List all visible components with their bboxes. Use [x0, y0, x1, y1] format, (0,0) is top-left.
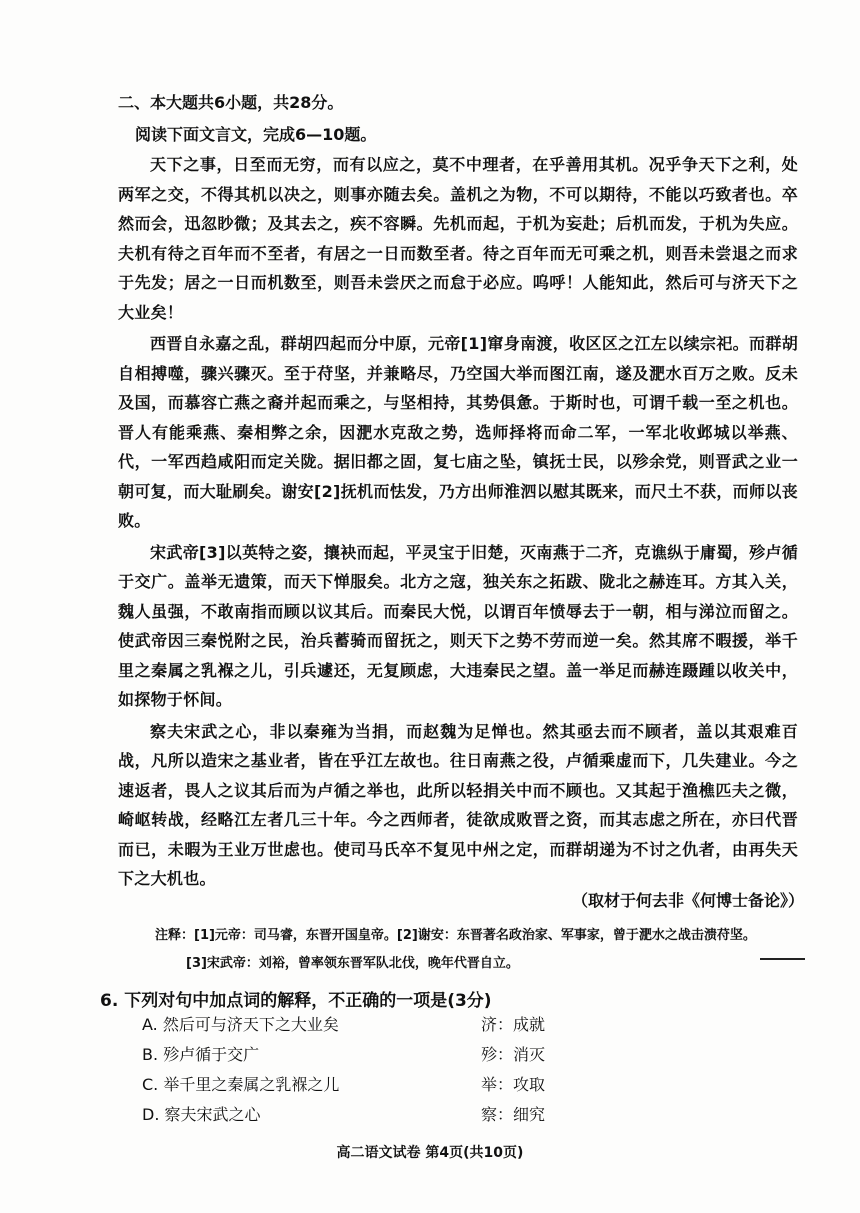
passage-paragraph-4: 察夫宋武之心，非以秦雍为当捐，而赵魏为足惮也。然其亟去而不顾者，盖以其艰难百战，凡所以造宋之基业者，皆在乎江左故也。往日南燕之役，卢循乘虚而下，几失建业。今之速返者，畏人之议其后而为卢循之举也，此所以轻捐关中而不顾也。又其起于渔樵匹夫之微，崎岖转战，经略江左者几三十年。今之西师者，徒欲成败晋之资，而其志虑之所在，亦曰代晋而已，未暇为王业万世虑也。使司马氏卒不复见中州之定，而群胡递为不讨之仇者，由再失天下之大机也。 [118, 721, 798, 888]
option-d-text: D. 察夫宋武之心 [142, 1105, 261, 1124]
page-footer: 高二语文试卷 第4页(共10页) [336, 1145, 524, 1161]
passage-paragraph-1: 天下之事，日至而无穷，而有以应之，莫不中理者，在乎善用其机。况乎争天下之利，处两军之交，不得其机以决之，则事亦随去矣。盖机之为物，不可以期待，不能以巧致者也。卒然而会，迅忽眇微；及其去之，疾不容瞬。先机而起，于机为妄赴；后机而发，于机为失应。夫机有待之百年而不至者，有居之一日而数至者。待之百年而无可乘之机，则吾未尝退之而求于先发；居之一日而机数至，则吾未尝厌之而怠于必应。呜呼！人能知此，然后可与济天下之大业矣！ [118, 155, 798, 322]
option-b-text: B. 殄卢循于交广 [142, 1045, 260, 1064]
option-c-answer: 举：攻取 [481, 1075, 546, 1094]
option-a-answer: 济：成就 [481, 1015, 546, 1034]
option-c-text: C. 举千里之秦属之乳褓之儿 [142, 1075, 340, 1094]
annotation-line-2: [3]宋武帝：刘裕，曾率领东晋军队北伐，晚年代晋自立。 [186, 956, 519, 971]
option-d-answer: 察：细究 [481, 1105, 546, 1124]
passage-paragraph-3: 宋武帝[3]以英特之姿，攘袂而起，平灵宝于旧楚，灭南燕于二齐，克谯纵于庸蜀，殄卢循于交广。盖举无遗策，而天下惮服矣。北方之寇，独关东之拓跋、陇北之赫连耳。方其入关，魏人虽强，不敢南指而顾以议其后。而秦民大悦，以谓百年愤辱去于一朝，相与涕泣而留之。使武帝因三秦悦附之民，治兵蓄骑而留抚之，则天下之势不劳而逆一矣。然其席不暇援，举千里之秦属之乳褓之儿，引兵遽还，无复顾虑，大违秦民之望。盖一举足而赫连蹑踵以收关中，如探物于怀间。 [118, 542, 798, 709]
passage-source: （取材于何去非《何博士备论》） [571, 891, 804, 910]
option-a-text: A. 然后可与济天下之大业矣 [142, 1015, 339, 1034]
classical-passage [118, 150, 798, 896]
section-title: 二、本大题共6小题，共28分。 [118, 93, 344, 112]
option-b-answer: 殄：消灭 [481, 1045, 546, 1064]
passage-paragraph-2: 西晋自永嘉之乱，群胡四起而分中原，元帝[1]窜身南渡，收区区之江左以续宗祀。而群胡自相搏噬，骤兴骤灭。至于苻坚，并兼略尽，乃空国大举而图江南，遂及淝水百万之败。反未及国，而慕容亡燕之裔并起而乘之，与坚相持，其势俱惫。于斯时也，可谓千载一至之机也。晋人有能乘燕、秦相弊之余，因淝水克敌之势，选师择将而命二军，一军北收邺城以举燕、代，一军西趋咸阳而定关陇。据旧都之固，复七庙之坠，镇抚士民，以殄余党，则晋武之业一朝可复，而大耻刷矣。谢安[2]抚机而怯发，乃方出师淮泗以慰其既来，而尺土不获，而师以丧败。 [118, 334, 798, 530]
annotation-line-1: 注释：[1]元帝：司马睿，东晋开国皇帝。[2]谢安：东晋著名政治家、军事家，曾于淝水之战击溃苻坚。 [155, 928, 756, 943]
divider-line [760, 958, 805, 960]
question-6-stem: 6. 下列对句中加点词的解释，不正确的一项是(3分) [100, 991, 492, 1011]
annotations [155, 922, 815, 978]
reading-instruction: 阅读下面文言文，完成6—10题。 [135, 125, 377, 144]
